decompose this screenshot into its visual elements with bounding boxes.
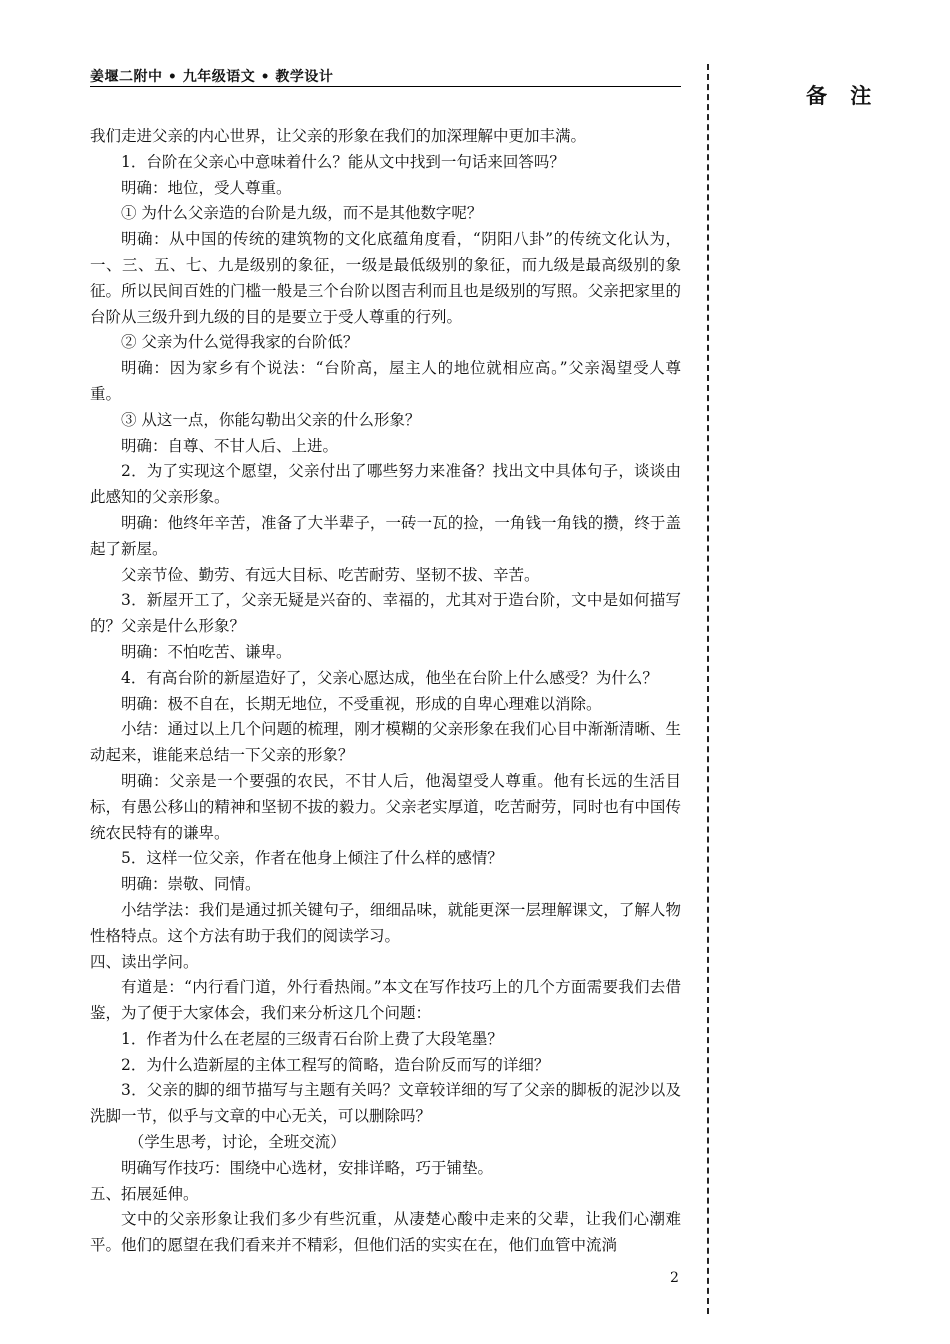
summary: 小结：通过以上几个问题的梳理，刚才模糊的父亲形象在我们心目中渐渐清晰、生动起来，谁能来总结一下父亲的形象？ — [90, 720, 681, 765]
answer: 明确：他终年辛苦，准备了大半辈子，一砖一瓦的捡，一角钱一角钱的攒，终于盖起了新屋。 — [90, 513, 681, 558]
sub-question: ② 父亲为什么觉得我家的台阶低？ — [121, 333, 359, 352]
question-3: 3．新屋开工了，父亲无疑是兴奋的、幸福的，尤其对于造台阶，文中是如何描写的？父亲是什么形象？ — [90, 591, 681, 636]
dashed-divider — [707, 64, 709, 1314]
paragraph: 有道是：“内行看门道，外行看热闹。”本文在写作技巧上的几个方面需要我们去借鉴，为了便于大家体会，我们来分析这几个问题： — [90, 978, 681, 1023]
answer: 明确：因为家乡有个说法：“台阶高，屋主人的地位就相应高。”父亲渴望受人尊重。 — [90, 359, 681, 403]
instruction-note: （学生思考，讨论，全班交流） — [128, 1133, 346, 1152]
page-number: 2 — [670, 1270, 679, 1286]
question-1: 1．台阶在父亲心中意味着什么？能从文中找到一句话来回答吗？ — [121, 152, 565, 171]
answer: 明确：不怕吃苦、谦卑。 — [121, 642, 292, 661]
question-2: 2．为了实现这个愿望，父亲付出了哪些努力来准备？找出文中具体句子，谈谈由此感知的父亲形象。 — [90, 462, 681, 507]
answer: 明确：父亲是一个要强的农民，不甘人后，他渴望受人尊重。他有长远的生活目标，有愚公移山的精神和坚韧不拔的毅力。父亲老实厚道，吃苦耐劳，同时也有中国传统农民特有的谦卑。 — [90, 771, 681, 842]
answer: 明确：地位，受人尊重。 — [121, 178, 292, 197]
section-heading: 五、拓展延伸。 — [90, 1184, 199, 1203]
main-content — [90, 124, 681, 1259]
paragraph: 我们走进父亲的内心世界，让父亲的形象在我们的加深理解中更加丰满。 — [90, 127, 587, 145]
document-header: 姜堰二附中 • 九年级语文 • 教学设计 — [90, 69, 334, 85]
answer: 明确：崇敬、同情。 — [121, 875, 261, 894]
sub-question: ① 为什么父亲造的台阶是九级，而不是其他数字呢？ — [121, 204, 483, 223]
question: 2．为什么造新屋的主体工程写的简略，造台阶反而写的详细？ — [121, 1055, 550, 1074]
notes-column-title: 备 注 — [806, 83, 880, 108]
paragraph: 文中的父亲形象让我们多少有些沉重，从凄楚心酸中走来的父辈，让我们心潮难平。他们的愿望在我们看来并不精彩，但他们活的实实在在，他们血管中流淌 — [90, 1210, 681, 1255]
answer: 明确：极不自在，长期无地位，不受重视，形成的自卑心理难以消除。 — [121, 694, 602, 713]
question-5: 5．这样一位父亲，作者在他身上倾注了什么样的感情？ — [121, 849, 503, 868]
sub-question: ③ 从这一点，你能勾勒出父亲的什么形象？ — [121, 410, 421, 429]
question-4: 4．有高台阶的新屋造好了，父亲心愿达成，他坐在台阶上什么感受？为什么？ — [121, 668, 658, 687]
summary: 小结学法：我们是通过抓关键句子，细细品味，就能更深一层理解课文，了解人物性格特点。这个方法有助于我们的阅读学习。 — [90, 900, 681, 945]
answer: 明确：自尊、不甘人后、上进。 — [121, 436, 339, 455]
answer: 明确写作技巧：围绕中心选材，安排详略，巧于铺垫。 — [121, 1158, 494, 1177]
paragraph: 父亲节俭、勤劳、有远大目标、吃苦耐劳、坚韧不拔、辛苦。 — [121, 565, 540, 584]
answer: 明确：从中国的传统的建筑物的文化底蕴角度看，“阴阳八卦”的传统文化认为，一、三、五、七、九是级别的象征，一级是最低级别的象征，而九级是最高级别的象征。所以民间百姓的门槛一般是三个台阶以图吉利而且也是级别的写照。父亲把家里的台阶从三级升到九级的目的是要立于受人尊重的行列。 — [90, 230, 681, 326]
question: 3．父亲的脚的细节描写与主题有关吗？文章较详细的写了父亲的脚板的泥沙以及洗脚一节，似乎与文章的中心无关，可以删除吗？ — [90, 1081, 681, 1126]
section-heading: 四、读出学问。 — [90, 952, 199, 971]
question: 1．作者为什么在老屋的三级青石台阶上费了大段笔墨？ — [121, 1029, 503, 1048]
header-rule — [90, 86, 681, 87]
